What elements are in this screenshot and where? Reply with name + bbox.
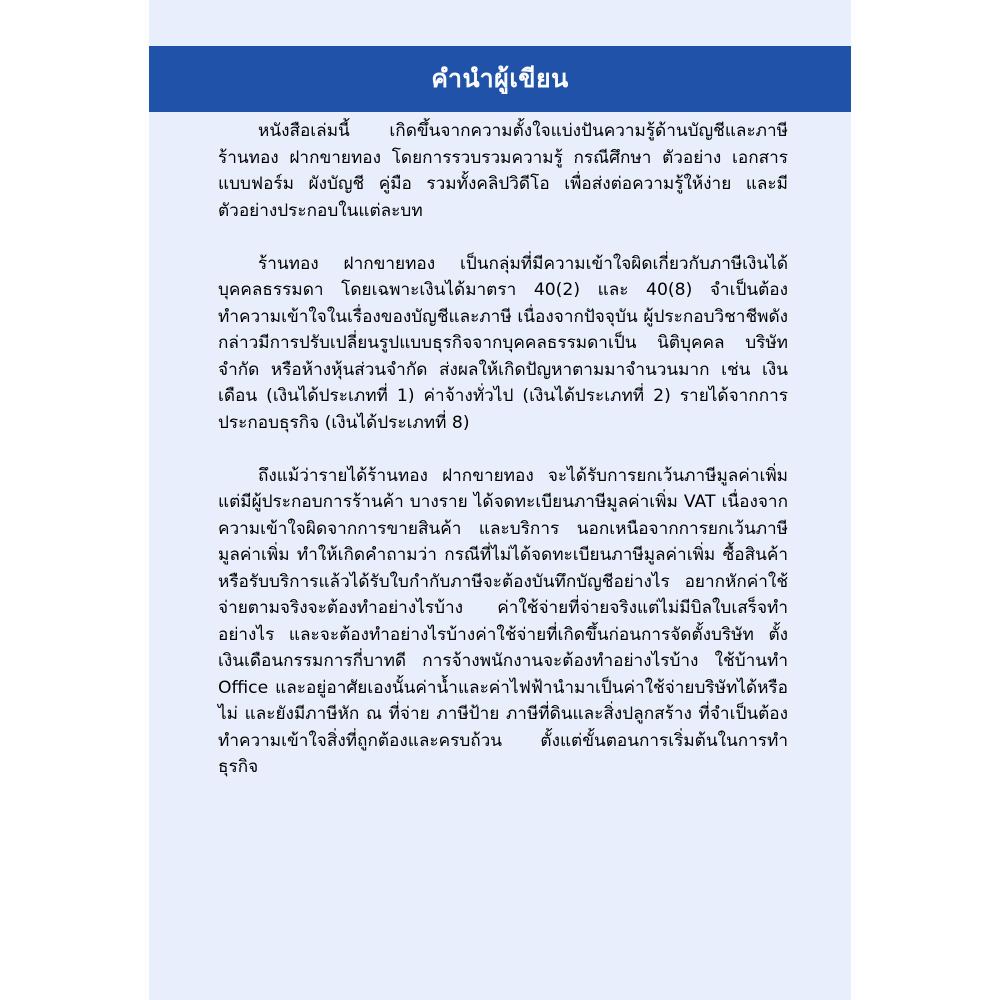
title-banner bbox=[149, 46, 851, 112]
paragraph-1: หนังสือเล่มนี้ เกิดขึ้นจากความตั้งใจแบ่งปันความรู้ด้านบัญชีและภาษี ร้านทอง ฝากขายทอง โดยการรวบรวมความรู้ กรณีศึกษา ตัวอย่าง เอกสาร แบบฟอร์ม ผังบัญชี คู่มือ รวมทั้งคลิปวิดีโอ เพื่อส่งต่อความรู้ให้ง่าย และมีตัวอย่างประกอบในแต่ละบท bbox=[218, 121, 788, 221]
page-title: คำนำผู้เขียน bbox=[431, 64, 569, 93]
document-page bbox=[149, 0, 851, 1000]
paragraph-2: ร้านทอง ฝากขายทอง เป็นกลุ่มที่มีความเข้าใจผิดเกี่ยวกับภาษีเงินได้บุคคลธรรมดา โดยเฉพาะเงินได้มาตรา 40(2) และ 40(8) จำเป็นต้องทำความเข้าใจในเรื่องของบัญชีและภาษี เนื่องจากปัจจุบัน ผู้ประกอบวิชาชีพดังกล่าวมีการปรับเปลี่ยนรูปแบบธุรกิจจากบุคคลธรรมดาเป็น นิติบุคคล บริษัทจำกัด หรือห้างหุ้นส่วนจำกัด ส่งผลให้เกิดปัญหาตามมาจำนวนมาก เช่น เงินเดือน (เงินได้ประเภทที่ 1) ค่าจ้างทั่วไป (เงินได้ประเภทที่ 2) รายได้จากการประกอบธุรกิจ (เงินได้ประเภทที่ 8) bbox=[218, 253, 788, 433]
foreword-body bbox=[218, 118, 788, 807]
paragraph-3: ถึงแม้ว่ารายได้ร้านทอง ฝากขายทอง จะได้รับการยกเว้นภาษีมูลค่าเพิ่ม แต่มีผู้ประกอบการร้านค้า บางราย ได้จดทะเบียนภาษีมูลค่าเพิ่ม VAT เนื่องจากความเข้าใจผิดจากการขายสินค้า และบริการ นอกเหนือจากการยกเว้นภาษีมูลค่าเพิ่ม ทำให้เกิดคำถามว่า กรณีที่ไม่ได้จดทะเบียนภาษีมูลค่าเพิ่ม ซื้อสินค้าหรือรับบริการแล้วได้รับใบกำกับภาษีจะต้องบันทึกบัญชีอย่างไร อยากหักค่าใช้จ่ายตามจริงจะต้องทำอย่างไรบ้าง ค่าใช้จ่ายที่จ่ายจริงแต่ไม่มีบิลใบเสร็จทำอย่างไร และจะต้องทำอย่างไรบ้างค่าใช้จ่ายที่เกิดขึ้นก่อนการจัดตั้งบริษัท ตั้งเงินเดือนกรรมการกี่บาทดี การจ้างพนักงานจะต้องทำอย่างไรบ้าง ใช้บ้านทำ Office และอยู่อาศัยเองนั้นค่าน้ำและค่าไฟฟ้านำมาเป็นค่าใช้จ่ายบริษัทได้หรือไม่ และยังมีภาษีหัก ณ ที่จ่าย ภาษีป้าย ภาษีที่ดินและสิ่งปลูกสร้าง ที่จำเป็นต้องทำความเข้าใจสิ่งที่ถูกต้องและครบถ้วน ตั้งแต่ขั้นตอนการเริ่มต้นในการทำธุรกิจ bbox=[218, 465, 788, 777]
